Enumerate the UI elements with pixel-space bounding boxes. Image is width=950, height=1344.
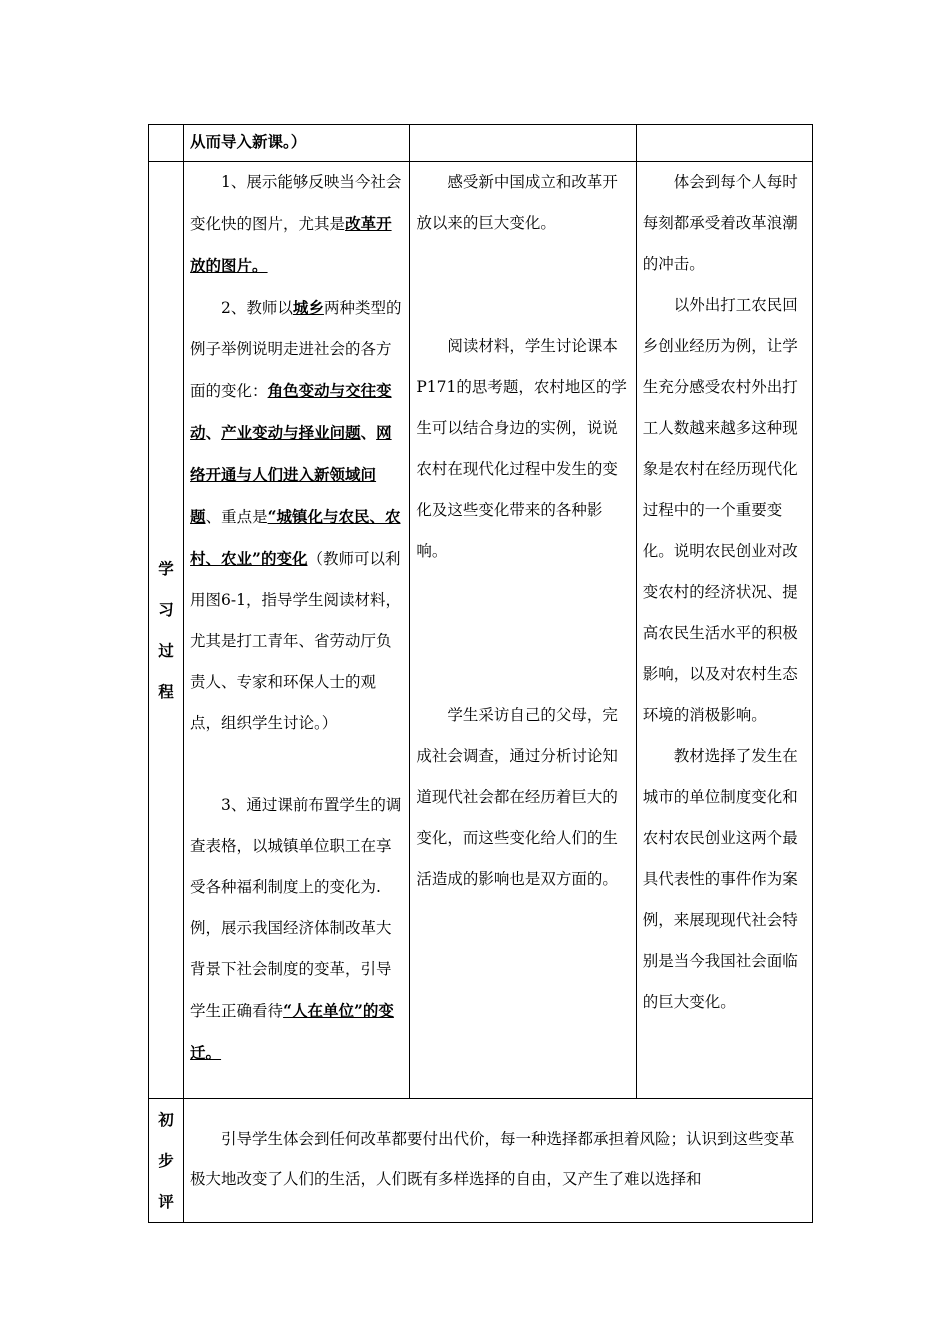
teacher-p3-emphasis: “人在单位”的变迁。 bbox=[190, 1001, 394, 1062]
teacher-p2-emphasis: 城乡 bbox=[292, 298, 324, 317]
student-paragraph-3: 学生采访自己的父母，完成社会调查，通过分析讨论知道现代社会都在经历着巨大的变化，而这些变化给人们的生活造成的影响也是双方面的。 bbox=[416, 706, 618, 888]
teacher-p2-emphasis: 网络开通与人们进入新领域问题 bbox=[190, 423, 392, 526]
teacher-p2-separator: 、 bbox=[360, 423, 377, 442]
intro-teacher-cell bbox=[184, 125, 410, 162]
evaluation-label bbox=[149, 1099, 183, 1222]
intro-label-cell bbox=[149, 125, 184, 162]
process-label-char: 学 bbox=[158, 559, 174, 578]
design-intent-cell bbox=[636, 162, 812, 1099]
teacher-p2-text: 两种类型的例子举例说明走进社会的各方面的变化： bbox=[190, 299, 402, 400]
teacher-p2-emphasis: 角色变动与交往变动 bbox=[190, 381, 392, 442]
lesson-plan-table bbox=[148, 124, 813, 1223]
teacher-p2-separator: 、 bbox=[205, 423, 222, 442]
intent-paragraph-1: 体会到每个人每时每刻都承受着改革浪潮的冲击。 bbox=[642, 173, 798, 273]
evaluation-text: 引导学生体会到任何改革都要付出代价，每一种选择都承担着风险；认识到这些变革极大地改变了人们的生活，人们既有多样选择的自由，又产生了难以选择和 bbox=[190, 1130, 795, 1188]
student-paragraph-1: 感受新中国成立和改革开放以来的巨大变化。 bbox=[416, 173, 618, 232]
evaluation-row bbox=[149, 1099, 813, 1223]
intent-paragraph-2: 以外出打工农民回乡创业经历为例，让学生充分感受农村外出打工人数越来越多这种现象是农村在经历现代化过程中的一个重要变化。说明农民创业对改变农村的经济状况、提高农民生活水平的积极影响，以及对农村生态环境的消极影响。 bbox=[642, 296, 798, 724]
evaluation-label-char: 评 bbox=[158, 1192, 174, 1211]
student-paragraph-2: 阅读材料，学生讨论课本P171的思考题，农村地区的学生可以结合身边的实例，说说农村在现代化过程中发生的变化及这些变化带来的各种影响。 bbox=[416, 337, 627, 560]
evaluation-content-cell bbox=[184, 1099, 813, 1223]
process-label-char: 习 bbox=[158, 600, 174, 619]
process-label-char: 程 bbox=[158, 682, 174, 701]
teacher-p2-emphasis: 产业变动与择业问题 bbox=[221, 423, 361, 442]
teacher-p2-text: 2、教师以 bbox=[221, 299, 293, 317]
teacher-p3-text: 3、通过课前布置学生的调查表格，以城镇单位职工在享受各种福利制度上的变化为.例，展示我国经济体制改革大背景下社会制度的变革，引导学生正确看待 bbox=[190, 796, 402, 1020]
intro-row bbox=[149, 125, 813, 162]
process-label-char: 过 bbox=[158, 641, 174, 660]
teacher-activity-cell bbox=[184, 162, 410, 1099]
teacher-paragraph-3 bbox=[190, 785, 403, 1074]
process-label-cell bbox=[149, 162, 184, 1099]
evaluation-label-cell bbox=[149, 1099, 184, 1223]
teacher-p1-emphasis: 改革开放的图片。 bbox=[190, 214, 392, 275]
process-row bbox=[149, 162, 813, 1099]
teacher-p2-text: （教师可以利用图6-1，指导学生阅读材料，尤其是打工青年、省劳动厅负责人、专家和环保人士的观点，组织学生讨论。） bbox=[190, 550, 402, 732]
student-activity-cell bbox=[410, 162, 636, 1099]
teacher-p2-text: 、重点是 bbox=[205, 508, 268, 526]
teacher-paragraph-2 bbox=[190, 287, 403, 744]
evaluation-label-char: 步 bbox=[158, 1151, 174, 1170]
teacher-paragraph-1 bbox=[190, 162, 403, 287]
intent-paragraph-3: 教材选择了发生在城市的单位制度变化和农村农民创业这两个最具代表性的事件作为案例，来展现现代社会特别是当今我国社会面临的巨大变化。 bbox=[642, 747, 798, 1011]
evaluation-label-char: 初 bbox=[158, 1110, 174, 1129]
process-label bbox=[149, 548, 183, 712]
teacher-p2-emphasis: “城镇化与农民、农村、农业”的变化 bbox=[190, 507, 401, 568]
intro-intent-cell bbox=[636, 125, 812, 162]
intro-student-cell bbox=[410, 125, 636, 162]
teacher-p1-text: 1、展示能够反映当今社会变化快的图片，尤其是 bbox=[190, 173, 402, 233]
intro-text: 从而导入新课。） bbox=[190, 132, 307, 151]
